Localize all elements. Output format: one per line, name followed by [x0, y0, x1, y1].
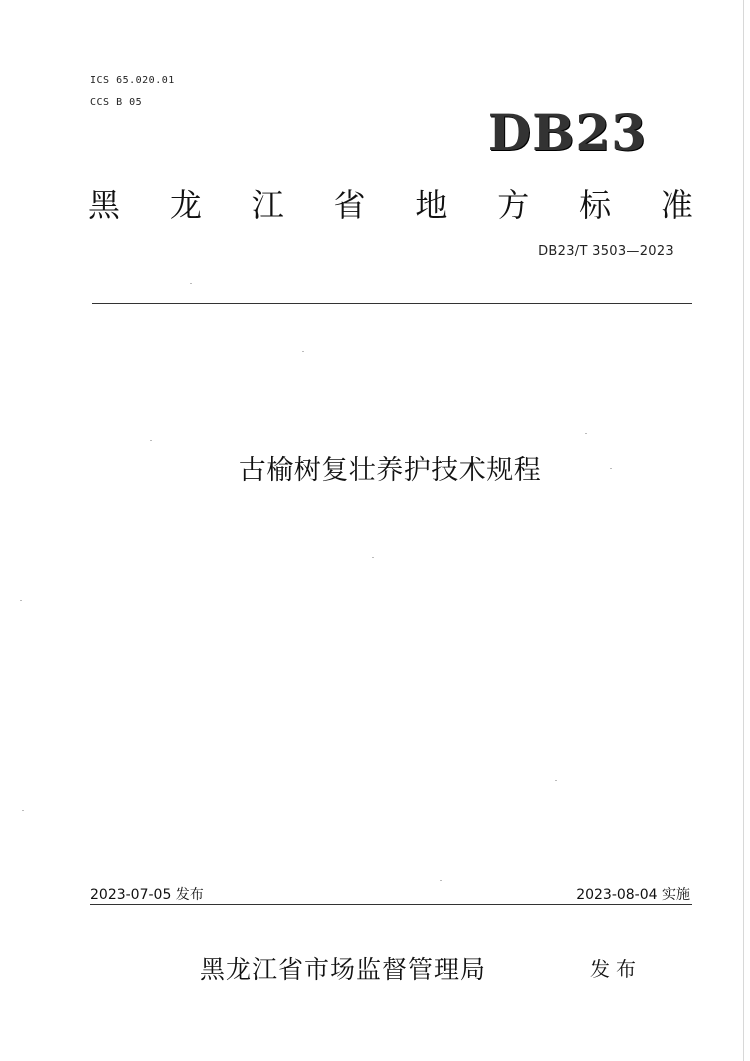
standard-type-char: 江	[251, 186, 284, 224]
standard-type-char: 标	[579, 186, 612, 224]
ccs-code: CCS B 05	[90, 97, 143, 108]
ics-code: ICS 65.020.01	[90, 75, 175, 86]
standard-type-char: 地	[415, 186, 448, 224]
scan-speck	[555, 780, 557, 781]
standard-type-char: 省	[333, 186, 366, 224]
issue-date: 2023-07-05 发布	[90, 887, 204, 903]
scan-edge-line	[743, 0, 744, 1061]
standard-type-heading	[88, 180, 693, 226]
header-divider	[92, 303, 692, 304]
scan-speck	[302, 351, 304, 352]
publish-label: 发布	[590, 957, 642, 981]
document-title: 古榆树复壮养护技术规程	[238, 455, 542, 486]
implementation-date: 2023-08-04 实施	[576, 887, 690, 903]
scan-speck	[150, 440, 152, 441]
scan-speck	[610, 468, 612, 469]
scan-speck	[440, 880, 442, 881]
scan-speck	[585, 433, 587, 434]
standard-type-char: 黑	[88, 186, 121, 224]
standard-type-char: 准	[660, 186, 693, 224]
scan-speck	[20, 600, 22, 601]
publisher-name: 黑龙江省市场监督管理局	[200, 955, 487, 984]
standard-type-char: 方	[497, 186, 530, 224]
standard-type-char: 龙	[169, 186, 202, 224]
scan-speck	[372, 557, 374, 558]
footer-divider	[90, 904, 692, 905]
standard-number: DB23/T 3503—2023	[538, 244, 674, 259]
db23-logo: DB23	[487, 103, 647, 162]
scan-speck	[190, 283, 192, 284]
scan-speck	[22, 810, 24, 811]
